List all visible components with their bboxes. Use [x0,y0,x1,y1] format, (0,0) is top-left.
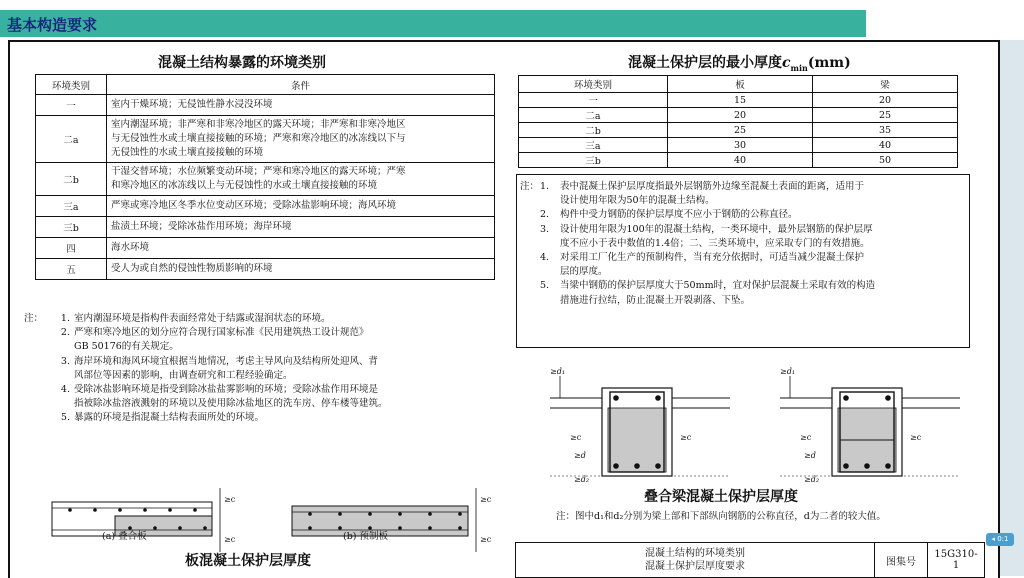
table-row [36,217,495,238]
cover-slab-cell: 40 [668,153,813,168]
env-category-cell: 四 [36,238,107,259]
note-text: 严寒和寒冷地区的划分应符合现行国家标准《民用建筑热工设计规范》 [74,327,369,339]
cover-notes [520,180,966,308]
slide-header-bar [0,10,866,37]
table-row [519,138,958,153]
notes-prefix: 注： [520,181,540,192]
cover-slab-cell: 25 [668,123,813,138]
note-number: 1. [540,181,550,192]
note-text: 度不应小于表中数值的1.4倍；二、三类环境中，应采取专门的有效措施。 [560,237,870,249]
env-condition-line: 受人为或自然的侵蚀性物质影响的环境 [111,263,273,274]
note-line [526,265,966,279]
note-line [50,326,500,340]
cover-col-slab: 板 [668,76,813,93]
sidebar-toggle-button[interactable]: ◂ 0:1 [986,533,1014,546]
note-number: 5. [60,412,70,424]
cover-slab-cell: 15 [668,93,813,108]
cover-category-cell: 二b [519,123,668,138]
note-text: 受除冰盐影响环境是指受到除冰盐盐雾影响的环境；受除冰盐作用环境是 [74,384,379,396]
note-line [520,180,966,194]
svg-text:≥c: ≥c [800,433,812,442]
env-category-cell: 三a [36,196,107,217]
env-condition-line: 室内潮湿环境；非严寒和非寒冷地区的露天环境；非严寒和非寒冷地区 [111,119,406,130]
svg-text:≥c: ≥c [224,535,236,544]
note-line [50,397,500,411]
beam-fig-note: 注：图中d₁和d₂分别为梁上部和下部纵向钢筋的公称直径，d为二者的较大值。 [556,511,886,522]
note-number: 4. [540,252,550,264]
cover-table-title: 混凝土保护层的最小厚度$c_{min}(mm)$ [628,55,851,73]
svg-text:≥c: ≥c [680,433,692,442]
svg-text:≥d₂: ≥d₂ [574,475,590,484]
env-condition-line: 盐渍土环境；受除冰盐作用环境；海岸环境 [111,221,292,232]
beam-cover-diagram [540,354,970,486]
slide-title: 基本构造要求 [7,16,98,34]
svg-text:≥d: ≥d [804,451,816,460]
table-row [36,238,495,259]
cover-category-cell: 一 [519,93,668,108]
cover-beam-cell: 20 [813,93,958,108]
note-number: 3. [540,223,550,235]
note-number: 3. [60,355,70,367]
svg-text:≥d₂: ≥d₂ [804,475,820,484]
note-text: 指被除冰盐溶液溅射的环境以及使用除冰盐地区的洗车房、停车楼等建筑。 [74,398,388,410]
note-line [526,208,966,222]
note-text: 对采用工厂化生产的预制构件，当有充分依据时，可适当减少混凝土保护 [560,252,865,264]
env-table-header [36,75,495,95]
svg-text:≥c: ≥c [480,495,492,504]
note-number: 4. [60,384,70,396]
table-row [36,95,495,116]
atlas-number: 15G310-1 [928,543,985,578]
svg-text:≥c: ≥c [480,535,492,544]
cover-category-cell: 三a [519,138,668,153]
svg-text:≥c: ≥c [910,433,922,442]
env-condition-line: 和寒冷地区的冰冻线以上与无侵蚀性的水或土壤直接接触的环境 [111,180,378,191]
cover-category-cell: 二a [519,108,668,123]
env-condition-line: 与无侵蚀性水或土壤直接接触的环境；严寒和寒冷地区的冰冻线以下与 [111,133,406,144]
title-block-line2: 混凝土保护层厚度要求 [645,561,745,572]
env-condition-line: 严寒或寒冷地区冬季水位变动区环境；受除冰盐影响环境；海风环境 [111,200,397,211]
note-line [526,237,966,251]
env-category-cell: 二a [36,116,107,163]
env-category-cell: 一 [36,95,107,116]
cover-table-header [519,76,958,93]
note-number: 2. [540,209,550,221]
env-notes [24,312,500,426]
cover-slab-cell: 30 [668,138,813,153]
env-col-condition: 条件 [107,75,495,95]
svg-text:≥d₁: ≥d₁ [780,367,796,376]
table-row [36,259,495,280]
note-line [24,312,500,326]
env-category-cell: 五 [36,259,107,280]
env-category-table [35,74,495,280]
right-sidebar [998,40,1024,576]
note-line [50,369,500,383]
table-row [36,163,495,196]
cover-beam-cell: 35 [813,123,958,138]
table-row [519,153,958,168]
table-row [36,196,495,217]
note-number: 5. [540,280,550,292]
note-line [526,194,966,208]
note-text: 暴露的环境是指混凝土结构表面所处的环境。 [74,412,265,424]
note-text: 层的厚度。 [560,266,608,278]
atlas-label: 图集号 [875,543,928,578]
note-line [526,279,966,293]
note-text: 设计使用年限为50年的混凝土结构。 [560,195,715,207]
note-text: 风部位等因素的影响，由调查研究和工程经验确定。 [74,369,293,381]
env-condition-line: 海水环境 [111,242,150,253]
env-condition-line: 室内干燥环境；无侵蚀性静水浸没环境 [111,99,273,110]
env-category-cell: 二b [36,163,107,196]
note-line [50,340,500,354]
beam-fig-title: 叠合梁混凝土保护层厚度 [644,489,798,505]
title-block-line1: 混凝土结构的环境类别 [645,548,745,559]
env-table-title: 混凝土结构暴露的环境类别 [158,55,326,71]
svg-text:≥d₁: ≥d₁ [550,367,566,376]
cover-category-cell: 三b [519,153,668,168]
slab-caption-a: (a) 叠合板 [102,531,147,542]
cover-beam-cell: 25 [813,108,958,123]
min-cover-table [518,75,958,168]
note-text: 设计使用年限为100年的混凝土结构，一类环境中，最外层钢筋的保护层厚 [560,223,873,235]
table-row [519,123,958,138]
note-text: 表中混凝土保护层厚度指最外层钢筋外边缘至混凝土表面的距离，适用于 [560,181,865,192]
env-category-cell: 三b [36,217,107,238]
env-col-category: 环境类别 [36,75,107,95]
slab-caption-b: (b) 预制板 [343,531,389,542]
title-block [515,542,985,578]
note-line [526,251,966,265]
svg-text:≥c: ≥c [224,495,236,504]
note-line [50,355,500,369]
svg-text:≥c: ≥c [570,433,582,442]
note-text: 海岸环境和海风环境宜根据当地情况，考虑主导风向及结构所处迎风、背 [74,355,379,367]
table-row [36,116,495,163]
note-text: GB 50176的有关规定。 [74,341,179,353]
note-line [50,411,500,425]
drawing-sheet [8,40,1000,578]
cover-beam-cell: 40 [813,138,958,153]
note-line [50,383,500,397]
notes-prefix: 注： [24,313,44,324]
note-text: 室内潮湿环境是指构件表面经常处于结露或湿润状态的环境。 [74,313,331,324]
cover-col-beam: 梁 [813,76,958,93]
note-line [526,223,966,237]
env-condition-line: 无侵蚀性的水或土壤直接接触的环境 [111,147,264,158]
slab-fig-title: 板混凝土保护层厚度 [185,553,311,569]
title-block-names [516,543,875,578]
note-text: 当梁中钢筋的保护层厚度大于50mm时，宜对保护层混凝土采取有效的构造 [560,280,876,292]
table-row [519,108,958,123]
cover-col-category: 环境类别 [519,76,668,93]
table-row [519,93,958,108]
note-text: 构件中受力钢筋的保护层厚度不应小于钢筋的公称直径。 [560,209,798,221]
note-number: 1. [60,313,70,324]
note-number: 2. [60,327,70,339]
env-condition-line: 干湿交替环境；水位频繁变动环境；严寒和寒冷地区的露天环境；严寒 [111,166,406,177]
cover-slab-cell: 20 [668,108,813,123]
svg-text:≥d: ≥d [574,451,586,460]
cover-beam-cell: 50 [813,153,958,168]
note-text: 措施进行拉结，防止混凝土开裂剥落、下坠。 [560,294,751,306]
note-line [526,294,966,308]
